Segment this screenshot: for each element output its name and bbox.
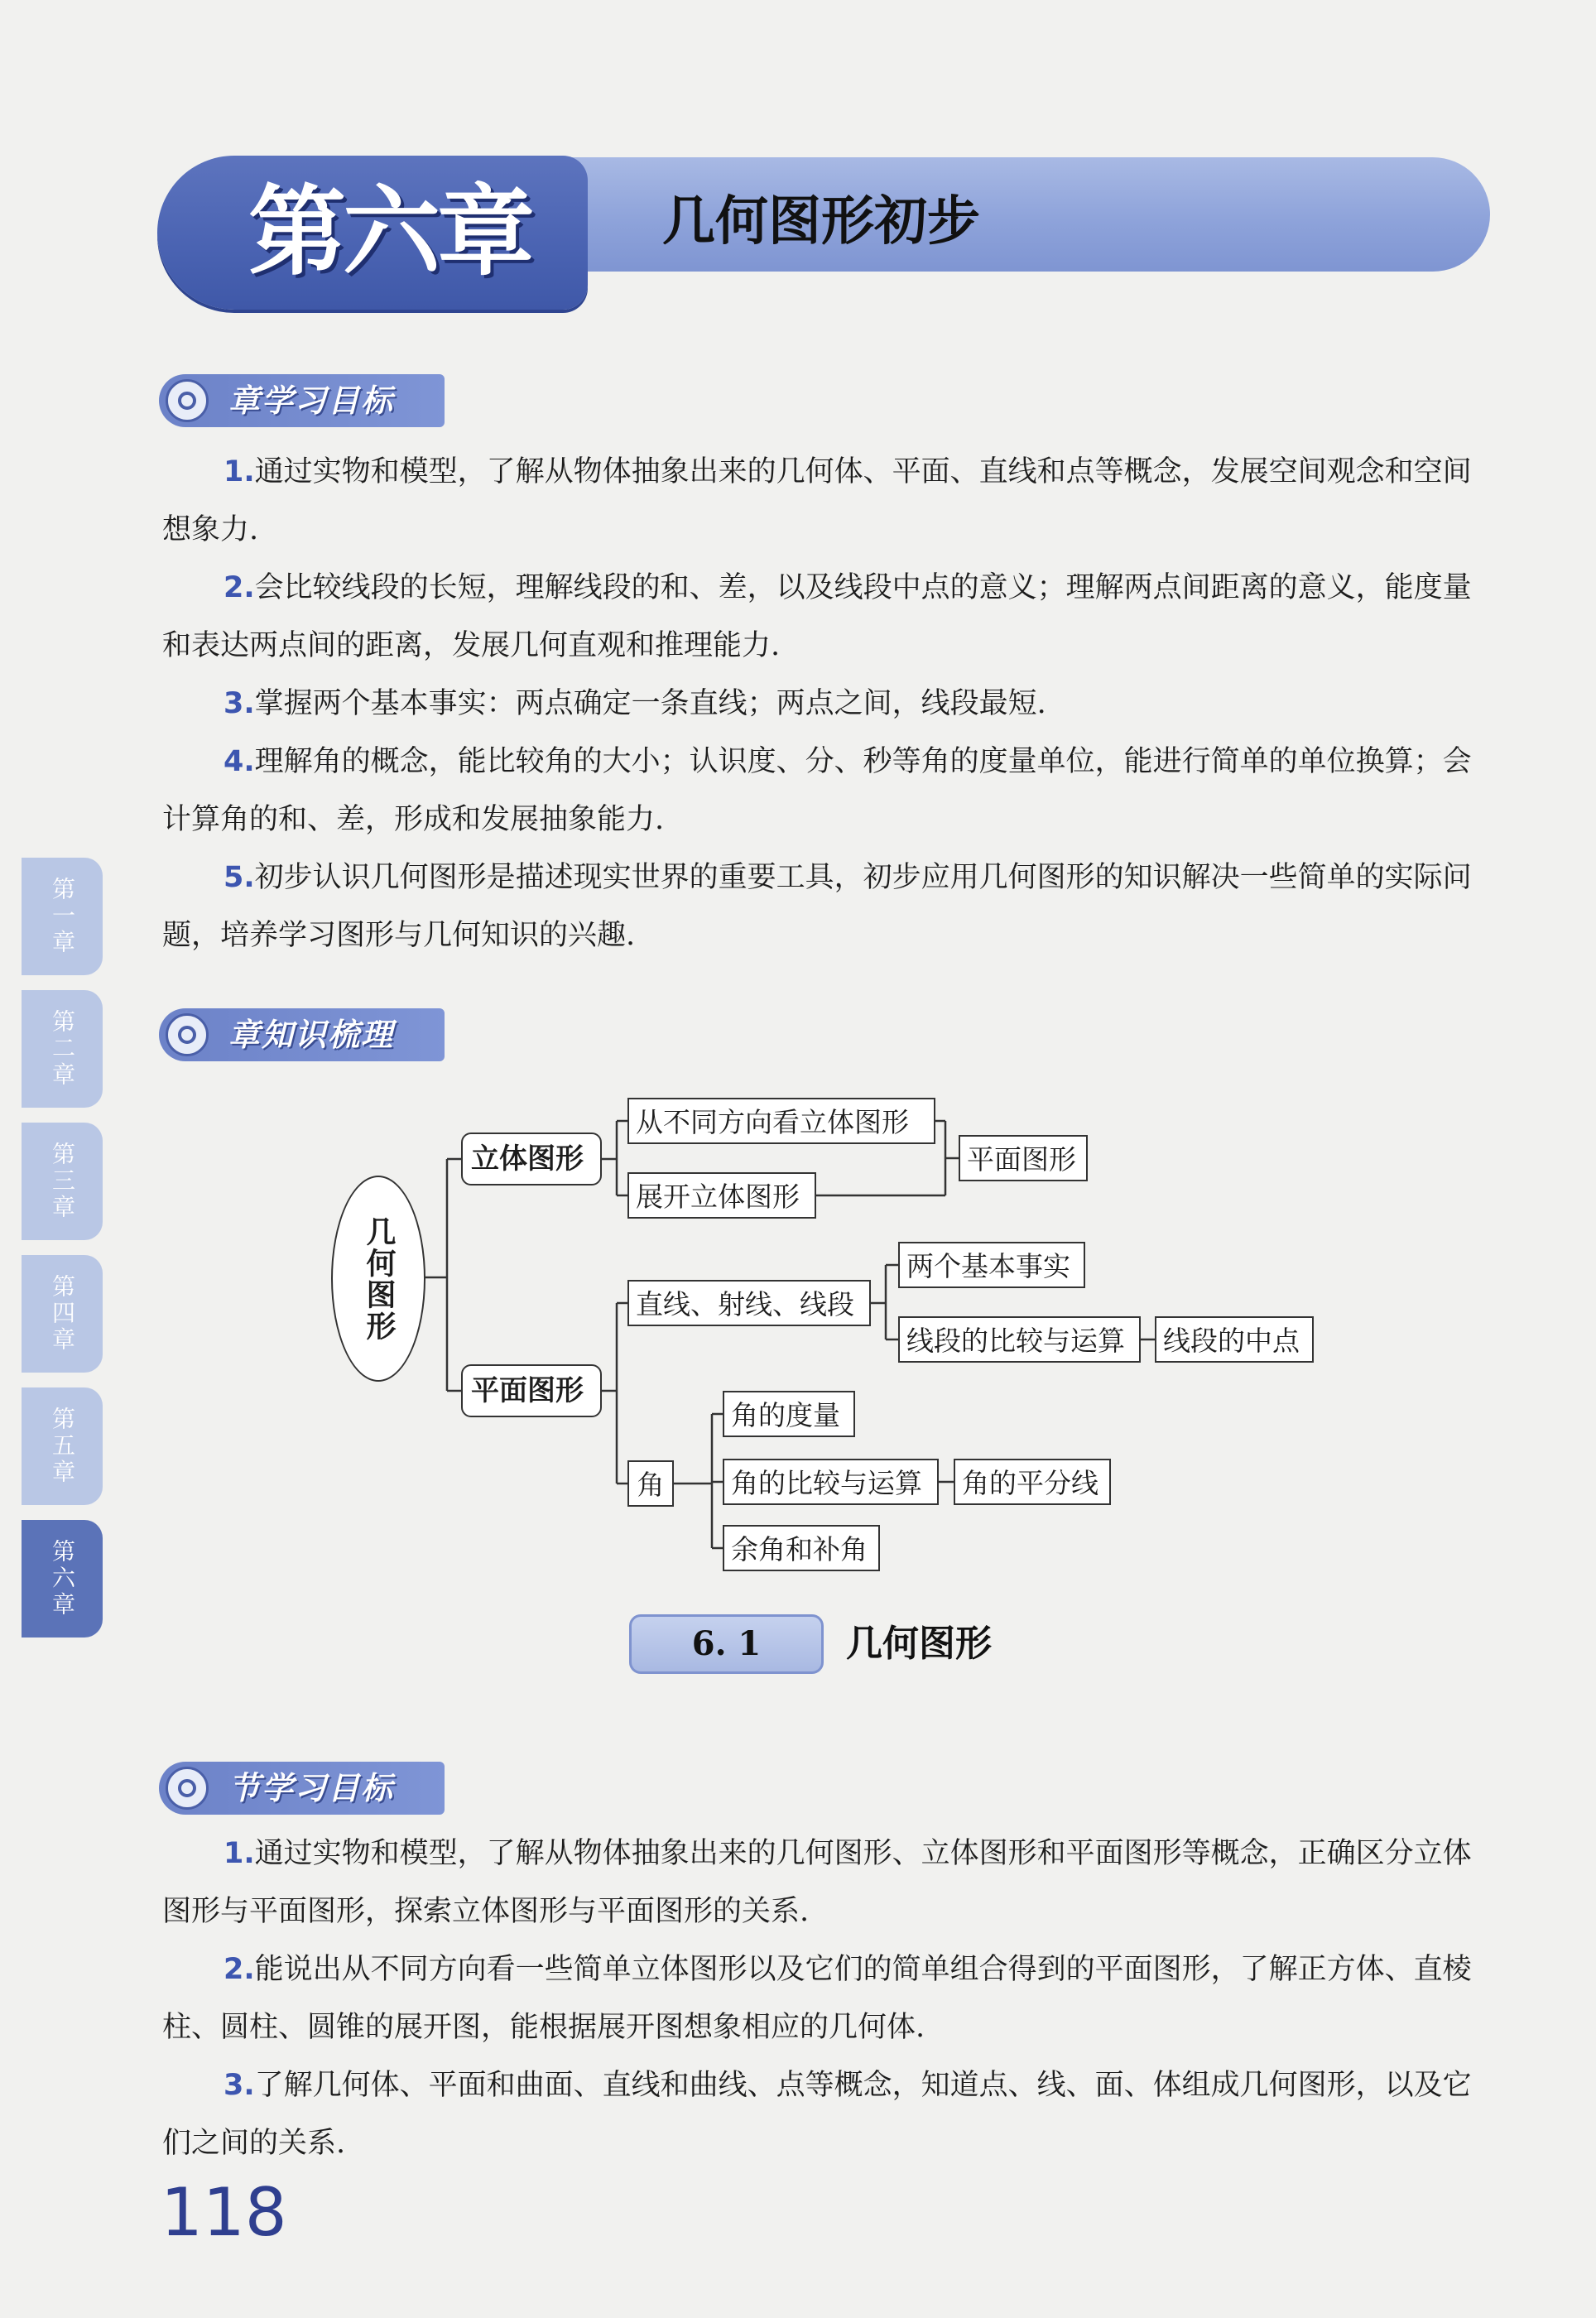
side-tab-chapter-3[interactable]: 第三章 xyxy=(22,1123,103,1240)
side-tab-chapter-2[interactable]: 第二章 xyxy=(22,990,103,1108)
chapter-goal-4: 4.理解角的概念，能比较角的大小；认识度、分、秒等角的度量单位，能进行简单的单位换算；会计算角的和、差，形成和发展抽象能力. xyxy=(162,745,1472,836)
mindmap-plane-shape: 平面图形 xyxy=(461,1364,602,1417)
mindmap-lines: 直线、射线、线段 xyxy=(627,1280,871,1326)
side-tab-chapter-5[interactable]: 第五章 xyxy=(22,1387,103,1505)
side-tab-chapter-1[interactable]: 第一章 xyxy=(22,858,103,975)
mindmap-angle: 角 xyxy=(627,1460,674,1507)
side-tab-chapter-6[interactable]: 第六章 xyxy=(22,1520,103,1638)
section-goal-3: 3.了解几何体、平面和曲面、直线和曲线、点等概念，知道点、线、面、体组成几何图形，以及它们之间的关系. xyxy=(162,2069,1472,2160)
badge-label: 章知识梳理 xyxy=(228,1017,395,1053)
target-icon xyxy=(166,1767,209,1810)
badge-label: 节学习目标 xyxy=(228,1770,395,1806)
mindmap-complement: 余角和补角 xyxy=(723,1525,880,1571)
badge-label: 章学习目标 xyxy=(228,382,395,419)
mindmap-plane: 平面图形 xyxy=(959,1135,1088,1181)
chapter-goal-1: 1.通过实物和模型，了解从物体抽象出来的几何体、平面、直线和点等概念，发展空间观念和空间想象力. xyxy=(162,455,1472,546)
chapter-title: 几何图形初步 xyxy=(662,191,980,252)
mindmap-root: 几何图形 xyxy=(331,1176,425,1382)
section-number: 6. 1 xyxy=(629,1614,824,1674)
chapter-goal-5: 5.初步认识几何图形是描述现实世界的重要工具，初步应用几何图形的知识解决一些简单的实际问题，培养学习图形与几何知识的兴趣. xyxy=(162,861,1472,952)
mindmap-view-directions: 从不同方向看立体图形 xyxy=(627,1098,935,1144)
section-goals-badge xyxy=(159,1762,445,1815)
mindmap-solid: 立体图形 xyxy=(461,1133,602,1185)
section-goal-2: 2.能说出从不同方向看一些简单立体图形以及它们的简单组合得到的平面图形，了解正方体、直棱柱、圆柱、圆锥的展开图，能根据展开图想象相应的几何体. xyxy=(162,1953,1472,2044)
mindmap-segment-compare: 线段的比较与运算 xyxy=(898,1316,1141,1363)
mindmap-segment-midpoint: 线段的中点 xyxy=(1155,1316,1314,1363)
chapter-goal-3: 3.掌握两个基本事实：两点确定一条直线；两点之间，线段最短. xyxy=(224,687,1046,720)
mindmap-two-facts: 两个基本事实 xyxy=(898,1242,1085,1288)
section-goal-1: 1.通过实物和模型，了解从物体抽象出来的几何图形、立体图形和平面图形等概念，正确区分立体图形与平面图形，探索立体图形与平面图形的关系. xyxy=(162,1837,1472,1928)
mindmap-angle-compare: 角的比较与运算 xyxy=(723,1459,939,1505)
chapter-goal-2: 2.会比较线段的长短，理解线段的和、差，以及线段中点的意义；理解两点间距离的意义，能度量和表达两点间的距离，发展几何直观和推理能力. xyxy=(162,571,1472,662)
mindmap-angle-bisector: 角的平分线 xyxy=(954,1459,1111,1505)
side-tab-chapter-4[interactable]: 第四章 xyxy=(22,1255,103,1373)
chapter-label: 第六章 xyxy=(248,175,532,289)
section-title: 几何图形 xyxy=(846,1623,992,1665)
mindmap-angle-measure: 角的度量 xyxy=(723,1391,855,1437)
page-number: 118 xyxy=(161,2174,287,2251)
mindmap-unfold-solid: 展开立体图形 xyxy=(627,1172,816,1219)
